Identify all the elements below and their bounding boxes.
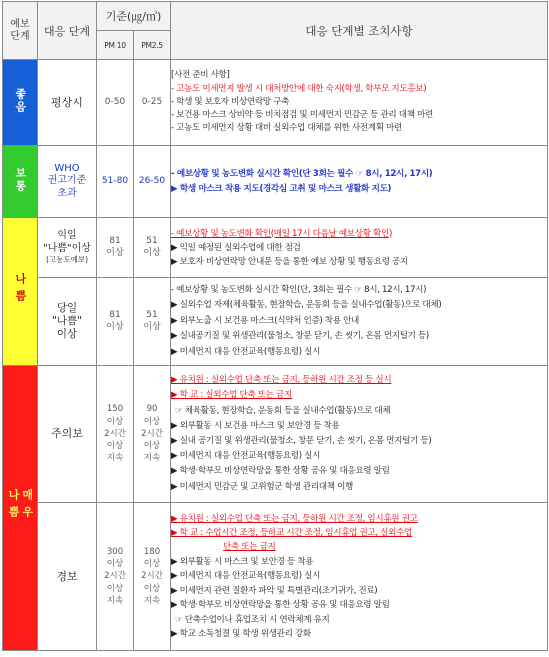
action-line: ▶ 외부활동 시 마스크 및 보안경 등 착용: [171, 556, 314, 567]
pm10-range: 81 이상: [97, 218, 134, 278]
action-line: ▶ 외부노출 시 보건용 마스크(식약처 인증) 착용 안내: [171, 315, 359, 326]
action-line: ▶ 유치원 : 실외수업 단축 또는 금지, 등하원 시간 조정 등 실시: [171, 375, 392, 386]
action-line: 단축 또는 금지: [223, 542, 276, 553]
pm25-range: 51 이상: [134, 278, 171, 366]
action-line: ▶ 학 교 : 실외수업 단축 또는 금지: [171, 390, 292, 401]
actions-cell: [171, 218, 548, 278]
action-line: - 예보상황 및 농도변화 실시간 확인(단 3회는 필수 ☞ 8시, 12시, 17시): [171, 168, 433, 179]
action-line: ☞ 체육활동, 현장학습, 운동회 등을 실내수업(활동)으로 대체: [175, 405, 391, 416]
action-line: ▶ 학 교 : 수업시간 조정, 등하교 시간 조정, 임시휴업 권고, 실외수업: [171, 528, 412, 539]
row-who-exceeded: [3, 146, 548, 218]
band-very-bad: 매우 나쁨: [3, 366, 38, 651]
actions-cell: [171, 278, 548, 366]
stage-label: 당일 "나쁨" 이상: [38, 278, 97, 366]
header-row-1: [3, 2, 548, 31]
stage-label: 평상시: [38, 60, 97, 146]
header-stage: 대응 단계: [38, 2, 97, 60]
actions-cell: [171, 146, 548, 218]
pm10-range: 0-50: [97, 60, 134, 146]
header-actions: 대응 단계별 조치사항: [171, 2, 548, 60]
action-line: ▶ 실외수업 자제(체육활동, 현장학습, 운동회 등을 실내수업(활동)으로 대체): [171, 300, 442, 311]
actions-cell: [171, 366, 548, 503]
row-advisory: [3, 366, 548, 503]
action-line: ▶ 미세먼지 민감군 및 고위험군 학생 관리대책 이행: [171, 481, 353, 492]
action-line: ▶ 유치원 : 실외수업 단축 또는 금지, 등하원 시간 조정, 임시휴원 권고: [171, 513, 418, 524]
stage-label: WHO 권고기준 초과: [38, 146, 97, 218]
action-line: ▶ 외부활동 시 보건용 마스크 및 보안경 등 착용: [171, 420, 340, 431]
actions-cell: [171, 60, 548, 146]
action-line: ▶ 미세먼지 대응 안전교육(행동요령) 실시: [171, 451, 321, 462]
pm25-range: 26-50: [134, 146, 171, 218]
action-line: ☞ 단축수업이나 휴업조치 시 연락체계 유지: [175, 614, 330, 625]
action-line: - 고농도 미세먼지 발생 시 대처방안에 대한 숙지(학생, 학부모 지도홍보): [171, 83, 427, 94]
pm25-range: 90 이상 2시간 이상 지속: [134, 366, 171, 503]
action-line: - 보건용 마스크 상비약 등 비치점검 및 미세먼지 민감군 등 관리 대책 마련: [171, 110, 433, 121]
action-line: ▶ 미세먼지 관련 질환자 파악 및 특별관리(조기귀가, 진료): [171, 585, 378, 596]
row-same-day-bad: [3, 278, 548, 366]
band-normal: 보통: [3, 146, 38, 218]
band-good: 좋음: [3, 60, 38, 146]
action-line: ▶ 보호자 비상연락망 안내문 등을 통한 예보 상황 및 행동요령 공지: [171, 256, 408, 267]
action-line: ▶ 미세먼지 대응 안전교육(행동요령) 실시: [171, 571, 321, 582]
action-line: - 예보상황 및 농도변화 확인(매일 17시 다음날 예보상황 확인): [171, 228, 392, 239]
header-criteria: 기준(㎍/㎥): [97, 2, 171, 31]
action-line: ▶ 실내공기질 및 위생관리(물청소, 창문 닫기, 손 씻기, 온몸 먼지털기 등): [171, 331, 429, 342]
pm25-range: 180 이상 2시간 이상 지속: [134, 503, 171, 651]
pm25-range: 0-25: [134, 60, 171, 146]
action-line: ▶ 실내 공기질 및 위생관리(물청소, 창문 닫기, 손 씻기, 온몸 먼지털기 등): [171, 436, 432, 446]
action-line: ▶ 미세먼지 대응 안전교육(행동요령) 실시: [171, 346, 321, 357]
stage-label: 주의보: [38, 366, 97, 503]
action-line: - 고농도 미세먼지 상황 대비 실외수업 대체를 위한 사전계획 마련: [171, 123, 402, 134]
pm10-range: 150 이상 2시간 이상 지속: [97, 366, 134, 503]
action-line: [사전 준비 사항]: [171, 70, 230, 81]
action-line: ▶ 학생·학부모 비상연락망을 통한 상황 공유 및 대응요령 알림: [171, 600, 390, 611]
row-warning: [3, 503, 548, 651]
action-line: ▶ 학생·학부모 비상연락망을 통한 상황 공유 및 대응요령 알림: [171, 466, 390, 477]
actions-cell: [171, 503, 548, 651]
action-line: ▶ 학생 마스크 착용 지도(경각심 고취 및 마스크 생활화 지도): [171, 183, 392, 194]
band-bad: 나쁨: [3, 218, 38, 366]
header-band: 예보 단계: [3, 2, 38, 60]
action-line: ▶ 학교 소독청결 및 학생 위생관리 강화: [171, 628, 311, 639]
stage-label: 익일 "나쁨"이상 (고농도예보): [38, 218, 97, 278]
stage-label: 경보: [38, 503, 97, 651]
row-normal-time: [3, 60, 548, 146]
action-line: - 예보상황 및 농도변화 실시간 확인(단, 3회는 필수 ☞ 8시, 12시, 17시): [171, 284, 427, 295]
pm10-range: 81 이상: [97, 278, 134, 366]
response-table: [2, 1, 548, 651]
action-line: - 학생 및 보호자 비상연락망 구축: [171, 96, 290, 107]
header-pm25: PM2.5: [134, 31, 171, 60]
pm25-range: 51 이상: [134, 218, 171, 278]
pm10-range: 300 이상 2시간 이상 지속: [97, 503, 134, 651]
pm10-range: 51-80: [97, 146, 134, 218]
action-line: ▶ 익일 예정된 실외수업에 대한 점검: [171, 242, 301, 253]
header-pm10: PM 10: [97, 31, 134, 60]
row-next-day-bad: [3, 218, 548, 278]
